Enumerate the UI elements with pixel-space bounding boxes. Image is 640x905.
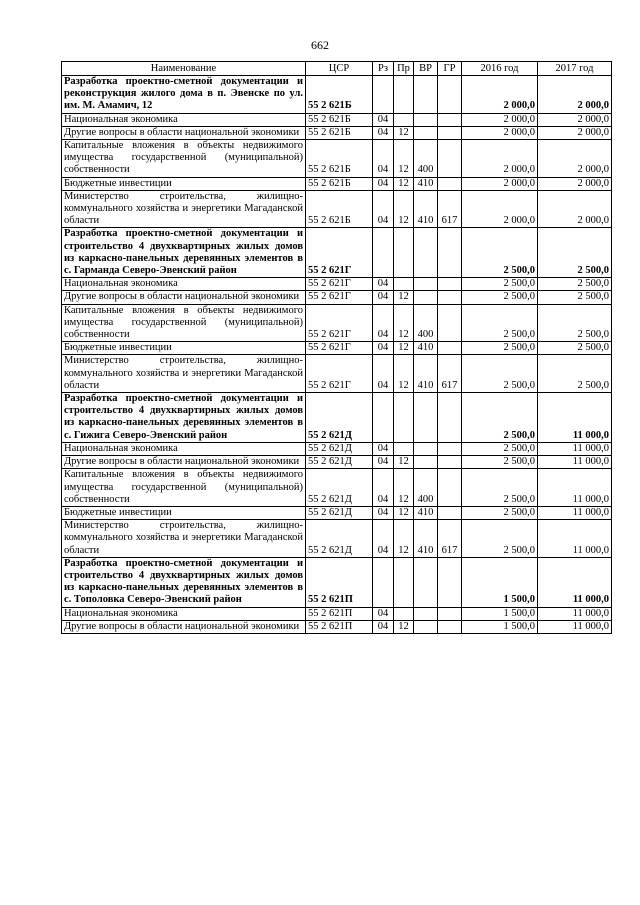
cell-gr: 617 bbox=[438, 520, 462, 558]
cell-rz: 04 bbox=[373, 126, 394, 139]
cell-name: Министерство строительства, жилищно-коммунального хозяйства и энергетики Магаданской области bbox=[62, 355, 306, 393]
header-2017: 2017 год bbox=[538, 62, 612, 76]
cell-rz bbox=[373, 228, 394, 278]
table-row bbox=[62, 291, 612, 304]
cell-y2016: 1 500,0 bbox=[462, 607, 538, 620]
cell-y2016: 2 500,0 bbox=[462, 456, 538, 469]
cell-vr bbox=[414, 228, 438, 278]
cell-y2016: 2 500,0 bbox=[462, 278, 538, 291]
cell-gr bbox=[438, 620, 462, 633]
table-row bbox=[62, 304, 612, 342]
cell-pr: 12 bbox=[394, 355, 414, 393]
page-number: 662 bbox=[311, 38, 329, 52]
cell-y2017: 2 500,0 bbox=[538, 291, 612, 304]
cell-rz: 04 bbox=[373, 520, 394, 558]
cell-y2017: 11 000,0 bbox=[538, 393, 612, 443]
cell-rz: 04 bbox=[373, 291, 394, 304]
cell-y2016: 2 500,0 bbox=[462, 442, 538, 455]
cell-csr: 55 2 621Д bbox=[306, 393, 373, 443]
cell-csr: 55 2 621Г bbox=[306, 228, 373, 278]
cell-csr: 55 2 621П bbox=[306, 557, 373, 607]
cell-y2017: 2 500,0 bbox=[538, 342, 612, 355]
cell-rz: 04 bbox=[373, 113, 394, 126]
cell-name: Национальная экономика bbox=[62, 607, 306, 620]
table-row bbox=[62, 393, 612, 443]
cell-vr: 410 bbox=[414, 190, 438, 228]
cell-gr bbox=[438, 506, 462, 519]
cell-rz: 04 bbox=[373, 620, 394, 633]
cell-y2017: 11 000,0 bbox=[538, 520, 612, 558]
cell-rz: 04 bbox=[373, 342, 394, 355]
cell-rz: 04 bbox=[373, 278, 394, 291]
cell-csr: 55 2 621Б bbox=[306, 140, 373, 178]
cell-rz bbox=[373, 393, 394, 443]
cell-vr: 400 bbox=[414, 304, 438, 342]
cell-name: Другие вопросы в области национальной экономики bbox=[62, 291, 306, 304]
cell-gr bbox=[438, 278, 462, 291]
cell-rz bbox=[373, 76, 394, 114]
cell-rz: 04 bbox=[373, 304, 394, 342]
cell-y2016: 2 500,0 bbox=[462, 304, 538, 342]
cell-y2016: 2 500,0 bbox=[462, 469, 538, 507]
cell-name: Бюджетные инвестиции bbox=[62, 177, 306, 190]
cell-gr bbox=[438, 126, 462, 139]
table-row bbox=[62, 456, 612, 469]
cell-name: Национальная экономика bbox=[62, 442, 306, 455]
cell-y2017: 11 000,0 bbox=[538, 557, 612, 607]
header-gr: ГР bbox=[438, 62, 462, 76]
cell-gr bbox=[438, 177, 462, 190]
cell-pr bbox=[394, 228, 414, 278]
header-pr: Пр bbox=[394, 62, 414, 76]
cell-y2017: 11 000,0 bbox=[538, 469, 612, 507]
cell-gr bbox=[438, 228, 462, 278]
cell-y2016: 2 500,0 bbox=[462, 228, 538, 278]
cell-pr: 12 bbox=[394, 620, 414, 633]
table-row bbox=[62, 113, 612, 126]
cell-y2017: 2 500,0 bbox=[538, 355, 612, 393]
cell-vr bbox=[414, 291, 438, 304]
cell-vr: 410 bbox=[414, 520, 438, 558]
table-row bbox=[62, 442, 612, 455]
cell-gr: 617 bbox=[438, 190, 462, 228]
cell-csr: 55 2 621Б bbox=[306, 190, 373, 228]
cell-gr bbox=[438, 291, 462, 304]
header-vr: ВР bbox=[414, 62, 438, 76]
cell-y2016: 2 000,0 bbox=[462, 113, 538, 126]
cell-name: Другие вопросы в области национальной экономики bbox=[62, 456, 306, 469]
cell-name: Бюджетные инвестиции bbox=[62, 342, 306, 355]
cell-pr bbox=[394, 113, 414, 126]
table-row bbox=[62, 355, 612, 393]
cell-y2017: 2 500,0 bbox=[538, 228, 612, 278]
cell-rz: 04 bbox=[373, 355, 394, 393]
cell-vr: 410 bbox=[414, 177, 438, 190]
cell-vr bbox=[414, 607, 438, 620]
cell-gr bbox=[438, 140, 462, 178]
cell-y2017: 11 000,0 bbox=[538, 607, 612, 620]
header-rz: Рз bbox=[373, 62, 394, 76]
cell-rz bbox=[373, 557, 394, 607]
cell-vr bbox=[414, 126, 438, 139]
cell-gr bbox=[438, 393, 462, 443]
cell-name: Разработка проектно-сметной документации и строительство 4 двухквартирных жилых домов из каркасно-панельных деревянных элементов в с. Гарманда Северо-Эвенский район bbox=[62, 228, 306, 278]
cell-name: Другие вопросы в области национальной экономики bbox=[62, 620, 306, 633]
table-row bbox=[62, 506, 612, 519]
cell-name: Другие вопросы в области национальной экономики bbox=[62, 126, 306, 139]
cell-y2016: 2 500,0 bbox=[462, 520, 538, 558]
cell-pr: 12 bbox=[394, 140, 414, 178]
cell-y2016: 2 500,0 bbox=[462, 291, 538, 304]
table-row bbox=[62, 76, 612, 114]
cell-pr bbox=[394, 278, 414, 291]
cell-y2017: 2 000,0 bbox=[538, 126, 612, 139]
cell-pr bbox=[394, 393, 414, 443]
cell-name: Капитальные вложения в объекты недвижимого имущества государственной (муниципальной) собственности bbox=[62, 469, 306, 507]
cell-y2017: 11 000,0 bbox=[538, 442, 612, 455]
cell-name: Министерство строительства, жилищно-коммунального хозяйства и энергетики Магаданской области bbox=[62, 520, 306, 558]
cell-csr: 55 2 621Д bbox=[306, 506, 373, 519]
cell-csr: 55 2 621Д bbox=[306, 456, 373, 469]
cell-gr bbox=[438, 607, 462, 620]
cell-rz: 04 bbox=[373, 190, 394, 228]
table-row bbox=[62, 520, 612, 558]
cell-vr: 410 bbox=[414, 342, 438, 355]
cell-gr bbox=[438, 304, 462, 342]
cell-rz: 04 bbox=[373, 506, 394, 519]
cell-pr: 12 bbox=[394, 177, 414, 190]
cell-pr: 12 bbox=[394, 291, 414, 304]
cell-y2017: 2 000,0 bbox=[538, 113, 612, 126]
cell-rz: 04 bbox=[373, 607, 394, 620]
cell-vr bbox=[414, 76, 438, 114]
cell-pr: 12 bbox=[394, 469, 414, 507]
cell-gr bbox=[438, 113, 462, 126]
cell-y2017: 11 000,0 bbox=[538, 620, 612, 633]
cell-vr bbox=[414, 442, 438, 455]
table-row bbox=[62, 620, 612, 633]
budget-table bbox=[61, 61, 612, 634]
cell-y2017: 2 500,0 bbox=[538, 304, 612, 342]
cell-y2017: 2 000,0 bbox=[538, 190, 612, 228]
cell-y2016: 1 500,0 bbox=[462, 620, 538, 633]
cell-name: Разработка проектно-сметной документации и строительство 4 двухквартирных жилых домов из каркасно-панельных деревянных элементов в с. Гижига Северо-Эвенский район bbox=[62, 393, 306, 443]
cell-y2016: 2 500,0 bbox=[462, 506, 538, 519]
cell-csr: 55 2 621Б bbox=[306, 113, 373, 126]
cell-vr bbox=[414, 278, 438, 291]
cell-gr bbox=[438, 456, 462, 469]
cell-name: Министерство строительства, жилищно-коммунального хозяйства и энергетики Магаданской области bbox=[62, 190, 306, 228]
cell-name: Разработка проектно-сметной документации и строительство 4 двухквартирных жилых домов из каркасно-панельных деревянных элементов в с. Тополовка Северо-Эвенский район bbox=[62, 557, 306, 607]
cell-vr bbox=[414, 113, 438, 126]
header-name: Наименование bbox=[62, 62, 306, 76]
cell-gr: 617 bbox=[438, 355, 462, 393]
cell-name: Национальная экономика bbox=[62, 278, 306, 291]
cell-vr: 410 bbox=[414, 506, 438, 519]
table-row bbox=[62, 469, 612, 507]
cell-y2016: 2 000,0 bbox=[462, 76, 538, 114]
cell-csr: 55 2 621Г bbox=[306, 278, 373, 291]
cell-y2017: 2 000,0 bbox=[538, 76, 612, 114]
cell-vr: 400 bbox=[414, 469, 438, 507]
cell-y2017: 2 000,0 bbox=[538, 140, 612, 178]
cell-gr bbox=[438, 442, 462, 455]
cell-y2016: 2 500,0 bbox=[462, 393, 538, 443]
cell-name: Капитальные вложения в объекты недвижимого имущества государственной (муниципальной) собственности bbox=[62, 304, 306, 342]
cell-pr: 12 bbox=[394, 304, 414, 342]
cell-csr: 55 2 621Г bbox=[306, 304, 373, 342]
cell-vr: 400 bbox=[414, 140, 438, 178]
cell-pr: 12 bbox=[394, 506, 414, 519]
cell-csr: 55 2 621П bbox=[306, 607, 373, 620]
cell-y2016: 2 500,0 bbox=[462, 355, 538, 393]
cell-csr: 55 2 621Д bbox=[306, 469, 373, 507]
cell-csr: 55 2 621Г bbox=[306, 355, 373, 393]
cell-csr: 55 2 621Б bbox=[306, 177, 373, 190]
cell-csr: 55 2 621Г bbox=[306, 291, 373, 304]
cell-rz: 04 bbox=[373, 456, 394, 469]
table-row bbox=[62, 342, 612, 355]
cell-pr bbox=[394, 76, 414, 114]
table-header-row bbox=[62, 62, 612, 76]
cell-vr bbox=[414, 393, 438, 443]
header-2016: 2016 год bbox=[462, 62, 538, 76]
cell-pr: 12 bbox=[394, 190, 414, 228]
cell-csr: 55 2 621Д bbox=[306, 442, 373, 455]
cell-csr: 55 2 621Д bbox=[306, 520, 373, 558]
cell-gr bbox=[438, 469, 462, 507]
cell-y2016: 2 500,0 bbox=[462, 342, 538, 355]
cell-pr bbox=[394, 442, 414, 455]
cell-gr bbox=[438, 342, 462, 355]
cell-rz: 04 bbox=[373, 442, 394, 455]
cell-y2016: 2 000,0 bbox=[462, 177, 538, 190]
cell-csr: 55 2 621Б bbox=[306, 126, 373, 139]
cell-csr: 55 2 621Г bbox=[306, 342, 373, 355]
cell-rz: 04 bbox=[373, 469, 394, 507]
cell-y2016: 2 000,0 bbox=[462, 126, 538, 139]
table-row bbox=[62, 190, 612, 228]
cell-rz: 04 bbox=[373, 177, 394, 190]
cell-y2017: 2 500,0 bbox=[538, 278, 612, 291]
cell-vr: 410 bbox=[414, 355, 438, 393]
table-row bbox=[62, 607, 612, 620]
cell-pr: 12 bbox=[394, 342, 414, 355]
cell-name: Капитальные вложения в объекты недвижимого имущества государственной (муниципальной) собственности bbox=[62, 140, 306, 178]
table-row bbox=[62, 177, 612, 190]
cell-y2016: 1 500,0 bbox=[462, 557, 538, 607]
cell-gr bbox=[438, 76, 462, 114]
cell-pr bbox=[394, 607, 414, 620]
cell-name: Бюджетные инвестиции bbox=[62, 506, 306, 519]
table-row bbox=[62, 228, 612, 278]
table-row bbox=[62, 278, 612, 291]
cell-vr bbox=[414, 620, 438, 633]
table-row bbox=[62, 126, 612, 139]
cell-y2017: 11 000,0 bbox=[538, 456, 612, 469]
table-row bbox=[62, 140, 612, 178]
cell-csr: 55 2 621Б bbox=[306, 76, 373, 114]
cell-pr: 12 bbox=[394, 520, 414, 558]
cell-vr bbox=[414, 557, 438, 607]
header-csr: ЦСР bbox=[306, 62, 373, 76]
cell-pr: 12 bbox=[394, 126, 414, 139]
table-row bbox=[62, 557, 612, 607]
cell-name: Национальная экономика bbox=[62, 113, 306, 126]
cell-name: Разработка проектно-сметной документации и реконструкция жилого дома в п. Эвенске по ул. им. М. Амамич, 12 bbox=[62, 76, 306, 114]
cell-gr bbox=[438, 557, 462, 607]
cell-y2016: 2 000,0 bbox=[462, 140, 538, 178]
cell-pr: 12 bbox=[394, 456, 414, 469]
cell-y2017: 11 000,0 bbox=[538, 506, 612, 519]
cell-y2016: 2 000,0 bbox=[462, 190, 538, 228]
cell-pr bbox=[394, 557, 414, 607]
cell-rz: 04 bbox=[373, 140, 394, 178]
cell-csr: 55 2 621П bbox=[306, 620, 373, 633]
cell-vr bbox=[414, 456, 438, 469]
cell-y2017: 2 000,0 bbox=[538, 177, 612, 190]
